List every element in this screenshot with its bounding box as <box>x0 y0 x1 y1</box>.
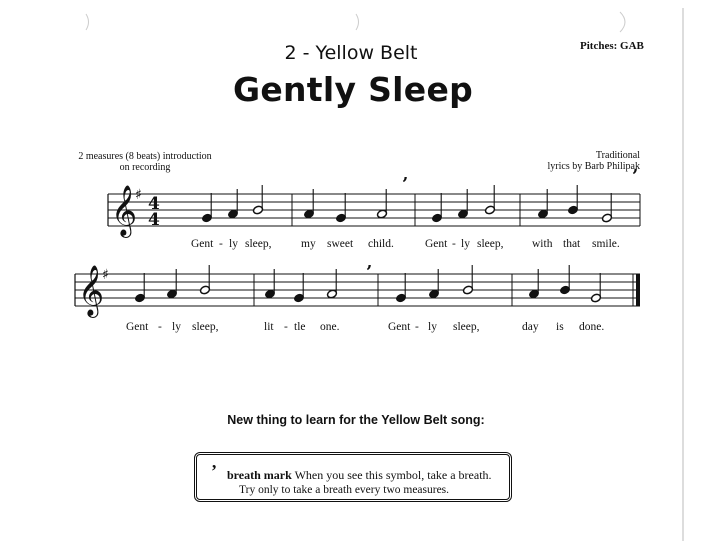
lyric-syllable: Gent <box>425 238 448 250</box>
treble-clef-icon: 𝄞 <box>78 265 105 316</box>
lyric-syllable: tle <box>294 321 306 333</box>
song-title: Gently Sleep <box>232 70 474 109</box>
lyric-syllable: sleep, <box>477 238 504 250</box>
hole-punch-middle <box>356 14 359 30</box>
breath-mark-icon: ’ <box>366 262 373 283</box>
breath-mark-box <box>194 452 512 502</box>
credit-traditional: Traditional <box>595 150 640 161</box>
sharp-icon: ♯ <box>135 187 142 203</box>
intro-line-2: on recording <box>119 162 171 173</box>
lyric-syllable: sleep, <box>192 321 219 333</box>
sharp-icon: ♯ <box>102 267 109 283</box>
lyric-syllable: ly <box>229 238 238 250</box>
time-signature-bottom: 4 <box>148 210 160 230</box>
intro-note <box>60 151 230 173</box>
lyric-hyphen: - <box>415 321 419 333</box>
lyric-syllable: smile. <box>592 238 620 250</box>
credit-lyricist: lyrics by Barb Philipak <box>547 161 640 172</box>
lyric-syllable: that <box>563 238 581 250</box>
lyric-syllable: ly <box>428 321 437 333</box>
lyric-hyphen: - <box>452 238 456 250</box>
lyric-syllable: day <box>522 321 539 333</box>
treble-clef-icon: 𝄞 <box>111 185 138 236</box>
lyric-hyphen: - <box>219 238 223 250</box>
breath-mark-tip: Try only to take a breath every two measures. <box>239 484 450 496</box>
lyric-syllable: ly <box>461 238 470 250</box>
lyric-syllable: my <box>301 238 316 250</box>
lyric-syllable: child. <box>368 238 394 250</box>
lyric-hyphen: - <box>158 321 162 333</box>
breath-mark-icon: ’ <box>402 174 409 195</box>
lyric-syllable: one. <box>320 321 340 333</box>
lyric-syllable: is <box>556 321 564 333</box>
song-credits <box>520 150 640 172</box>
intro-line-1: 2 measures (8 beats) introduction <box>78 151 212 162</box>
lyric-syllable: sleep, <box>453 321 480 333</box>
song-subtitle: 2 - Yellow Belt <box>284 42 418 64</box>
lyric-syllable: done. <box>579 321 605 333</box>
pitches-label: Pitches: GAB <box>580 40 644 52</box>
breath-mark-explanation: When you see this symbol, take a breath. <box>294 468 492 482</box>
lyric-syllable: ly <box>172 321 181 333</box>
lyric-syllable: Gent <box>388 321 411 333</box>
breath-mark-icon: ’ <box>211 461 217 481</box>
hole-punch-right <box>620 12 625 32</box>
lyric-syllable: sleep, <box>245 238 272 250</box>
lyric-syllable: Gent <box>191 238 214 250</box>
final-barline-thick <box>636 274 640 306</box>
lyric-syllable: with <box>532 238 553 250</box>
new-thing-heading: New thing to learn for the Yellow Belt song: <box>227 413 485 427</box>
breath-mark-term: breath mark <box>227 468 292 482</box>
lyric-hyphen: - <box>284 321 288 333</box>
time-signature-top: 4 <box>148 194 160 214</box>
lyric-syllable: lit <box>264 321 274 333</box>
lyric-syllable: sweet <box>327 238 354 250</box>
hole-punch-left <box>86 14 89 30</box>
breath-mark-icon: ’ <box>632 166 639 187</box>
lyric-syllable: Gent <box>126 321 149 333</box>
